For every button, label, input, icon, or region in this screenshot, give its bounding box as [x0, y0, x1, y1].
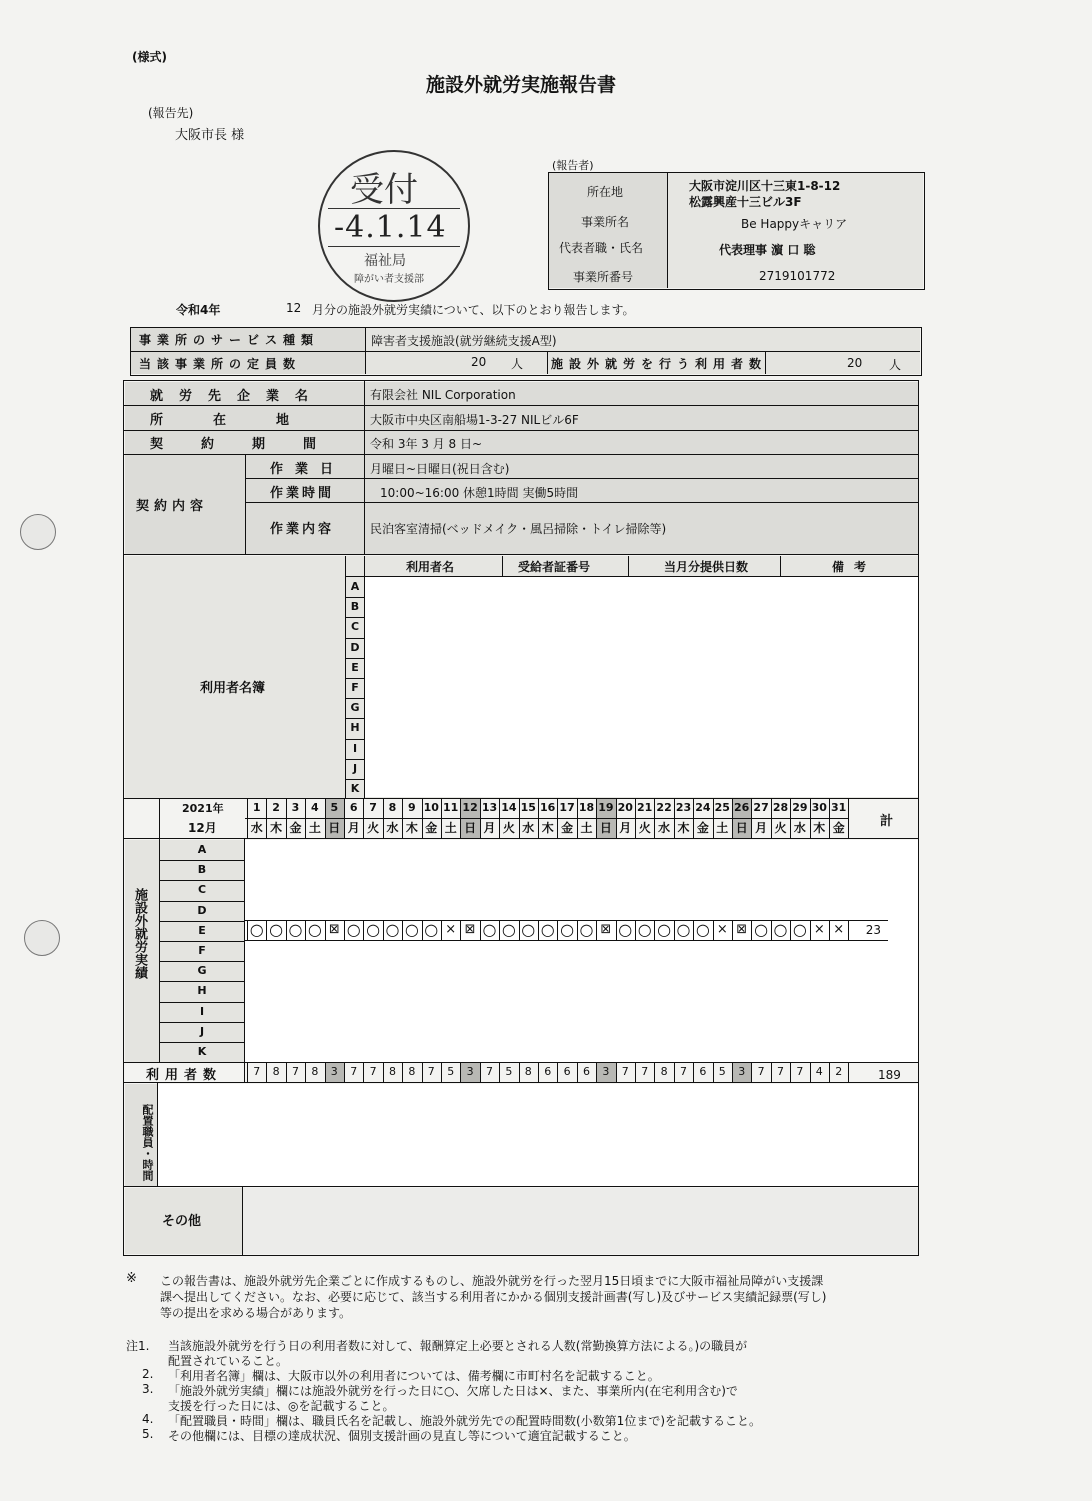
- reporter-office-number: 2719101772: [759, 269, 836, 283]
- users-count-cell: 3: [602, 1065, 610, 1078]
- staff-label: 配置職員・時間: [141, 1104, 154, 1181]
- roster-letter: C: [350, 620, 360, 634]
- calendar-weekday: 金: [425, 821, 438, 835]
- performance-letter: B: [197, 863, 207, 877]
- performance-letter: C: [197, 883, 207, 897]
- note-star: ※: [126, 1271, 137, 1286]
- performance-letter-divider: [159, 1002, 244, 1003]
- calendar-day: 2: [272, 801, 280, 814]
- performance-letter: E: [198, 923, 206, 937]
- performance-letter-divider: [159, 901, 244, 902]
- calendar-weekday: 土: [716, 821, 729, 835]
- note-text-cont: 支援を行った日には、◎を記載すること。: [168, 1399, 395, 1413]
- calendar-day: 16: [540, 801, 556, 814]
- note-number: 3.: [142, 1382, 154, 1396]
- note-text: その他欄には、目標の達成状況、個別支援計画の見直し等について適宜記載すること。: [168, 1429, 636, 1443]
- roster-letter-divider: [345, 678, 364, 679]
- calendar-day: 13: [481, 801, 498, 814]
- performance-letter: I: [199, 1004, 205, 1018]
- outside-users-value: 20: [847, 356, 863, 370]
- attendance-mark: ○: [637, 920, 652, 939]
- calendar-weekday: 水: [386, 821, 399, 835]
- calendar-weekday: 月: [483, 821, 496, 835]
- reporter-key-number: 事業所番号: [573, 270, 634, 284]
- reporter-office-name: Be Happyキャリア: [741, 217, 848, 231]
- performance-letter: F: [198, 944, 206, 957]
- attendance-divider: [654, 920, 655, 940]
- calendar-weekday: 日: [328, 821, 341, 835]
- users-count-cell: 8: [311, 1065, 319, 1078]
- attendance-mark: ○: [618, 920, 633, 939]
- calendar-day: 31: [831, 801, 847, 814]
- roster-letter: I: [352, 741, 358, 755]
- calendar-weekday: 金: [289, 821, 302, 835]
- capacity-value: 20: [471, 355, 487, 369]
- company-address-value: 大阪市中央区南船場1-3-27 NILビル6F: [370, 413, 579, 427]
- attendance-mark: ○: [269, 920, 284, 939]
- other-label: その他: [162, 1214, 202, 1229]
- users-count-cell: 7: [350, 1065, 358, 1078]
- calendar-day: 9: [408, 801, 416, 814]
- attendance-mark: ○: [385, 920, 400, 939]
- attendance-mark: ○: [540, 920, 555, 939]
- calendar-weekday: 日: [464, 821, 477, 835]
- service-type-label: 事業所のサービス種類: [139, 333, 320, 347]
- count-start: [244, 1062, 245, 1082]
- calendar-day: 7: [369, 801, 377, 814]
- users-count-cell: 7: [253, 1065, 261, 1078]
- calendar-day: 23: [675, 801, 692, 814]
- users-count-cell: 6: [563, 1065, 571, 1078]
- roster-header-name: 利用者名: [406, 560, 455, 574]
- company-name-value: 有限会社 NIL Corporation: [370, 388, 516, 402]
- calendar-day: 15: [520, 801, 536, 814]
- calendar-weekday: 火: [502, 821, 515, 835]
- calendar-weekday: 水: [522, 821, 535, 835]
- attendance-mark: ⊠: [600, 922, 612, 937]
- service-table: [130, 327, 922, 376]
- users-count-cell: 8: [660, 1065, 668, 1078]
- calendar-weekday: 木: [677, 821, 690, 835]
- roster-letter-divider: [345, 597, 364, 598]
- attendance-mark: ○: [676, 920, 691, 939]
- users-count-cell: 6: [582, 1065, 590, 1078]
- roster-letter-divider: [345, 658, 364, 659]
- reporter-address-2: 松露興産十三ビル3F: [689, 195, 802, 209]
- users-count-cell: 7: [679, 1065, 687, 1078]
- performance-letter-divider: [159, 860, 244, 861]
- calendar-weekday: 土: [580, 821, 593, 835]
- attendance-divider: [810, 920, 811, 940]
- attendance-divider: [286, 920, 287, 940]
- attendance-mark: ○: [754, 920, 769, 939]
- calendar-weekday: 火: [774, 821, 787, 835]
- users-count-cell: 7: [757, 1065, 765, 1078]
- reporter-address-1: 大阪市淀川区十三東1-8-12: [689, 179, 841, 193]
- calendar-weekday: 日: [599, 821, 612, 835]
- calendar-weekday: 木: [405, 821, 418, 835]
- calendar-month: 12月: [188, 821, 217, 835]
- calendar-day: 11: [443, 801, 459, 814]
- calendar-weekday: 火: [367, 821, 380, 835]
- attendance-mark: ○: [695, 920, 710, 939]
- work-content-value: 民泊客室清掃(ベッドメイク・風呂掃除・トイレ掃除等): [370, 522, 667, 536]
- users-count-cell: 3: [330, 1065, 338, 1078]
- row-e-end: [848, 920, 849, 940]
- reporter-table: [548, 172, 925, 290]
- calendar-day: 19: [598, 801, 614, 814]
- note-number: 5.: [142, 1427, 154, 1441]
- attendance-divider: [325, 920, 326, 940]
- contract-content-label: 契約内容: [136, 499, 209, 514]
- roster-header-cert: 受給者証番号: [518, 560, 591, 574]
- calendar-day: 4: [311, 801, 319, 814]
- recipient-name: 大阪市長 様: [175, 128, 245, 143]
- attendance-divider: [577, 920, 578, 940]
- attendance-mark: ×: [833, 922, 845, 937]
- calendar-day: 24: [695, 801, 711, 814]
- attendance-mark: ×: [716, 922, 728, 937]
- service-type-value: 障害者支援施設(就労継続支援A型): [371, 334, 557, 348]
- attendance-divider: [751, 920, 752, 940]
- attendance-divider: [790, 920, 791, 940]
- calendar-day: 21: [637, 801, 653, 814]
- calendar-year: 2021年: [182, 802, 224, 815]
- calendar-day: 26: [734, 801, 750, 814]
- work-hours-value: 10:00~16:00 休憩1時間 実働5時間: [380, 486, 579, 500]
- roster-letter-divider: [345, 718, 364, 719]
- attendance-mark: ○: [657, 920, 672, 939]
- attendance-divider: [480, 920, 481, 940]
- period-era: 令和4年: [176, 303, 221, 317]
- users-count-cell: 4: [815, 1065, 823, 1078]
- note-text-cont: 配置されていること。: [168, 1354, 289, 1368]
- roster-letter: B: [350, 600, 360, 614]
- attendance-divider: [596, 920, 597, 940]
- attendance-mark: ○: [560, 920, 575, 939]
- calendar-weekday: 木: [813, 821, 826, 835]
- contract-term-value: 令和 3年 3 月 8 日~: [370, 437, 483, 451]
- contract-term-label: 契約期間: [150, 437, 355, 452]
- row-e-bottom: [244, 940, 888, 941]
- note-text: 「施設外就労実績」欄には施設外就労を行った日に○、欠席した日は×、また、事業所内(在宅利用含む)で: [168, 1384, 738, 1398]
- users-count-cell: 3: [466, 1065, 474, 1078]
- attendance-divider: [344, 920, 345, 940]
- users-count-cell: 7: [621, 1065, 629, 1078]
- attendance-divider: [266, 920, 267, 940]
- roster-letter: J: [352, 761, 358, 775]
- users-count-cell: 5: [718, 1065, 726, 1078]
- performance-letter: A: [197, 843, 207, 856]
- outside-users-label: 施設外就労を行う利用者数: [551, 357, 768, 371]
- work-days-value: 月曜日~日曜日(祝日含む): [370, 462, 510, 476]
- calendar-divider: [848, 798, 849, 838]
- note-number: 4.: [142, 1412, 154, 1426]
- calendar-day: 29: [792, 801, 808, 814]
- attendance-mark: ⊠: [328, 922, 340, 937]
- performance-letter: J: [199, 1024, 205, 1038]
- attendance-divider: [519, 920, 520, 940]
- roster-letter: D: [350, 640, 360, 654]
- users-count-cell: 6: [699, 1065, 707, 1078]
- attendance-mark: ○: [579, 920, 594, 939]
- note-text: 当該施設外就労を行う日の利用者数に対して、報酬算定上必要とされる人数(常勤換算方法による。)の職員が: [168, 1339, 748, 1353]
- calendar-weekday: 水: [250, 821, 263, 835]
- attendance-divider: [732, 920, 733, 940]
- attendance-mark: ○: [482, 920, 497, 939]
- calendar-day: 3: [291, 801, 300, 814]
- calendar-weekday: 土: [444, 821, 457, 835]
- outside-users-unit: 人: [889, 358, 902, 372]
- attendance-mark: ×: [445, 922, 457, 937]
- roster-header-days: 当月分提供日数: [664, 560, 749, 574]
- users-count-total: 189: [878, 1068, 901, 1082]
- calendar-weekday: 金: [696, 821, 709, 835]
- attendance-mark: ○: [346, 920, 361, 939]
- users-count-cell: 2: [835, 1065, 843, 1078]
- note-star-line-1: この報告書は、施設外就労先企業ごとに作成するものし、施設外就労を行った翌月15日頃までに大阪市福祉局障がい支援課: [160, 1274, 824, 1288]
- attendance-divider: [441, 920, 442, 940]
- users-count-cell: 8: [408, 1065, 416, 1078]
- users-count-cell: 8: [272, 1065, 280, 1078]
- roster-letter-divider: [345, 739, 364, 740]
- roster-letter: A: [350, 580, 360, 593]
- reporter-representative: 代表理事 濵 口 聡: [719, 243, 816, 257]
- performance-letter-divider: [159, 921, 244, 922]
- roster-letter: H: [350, 721, 360, 735]
- calendar-weekday: 月: [619, 821, 632, 835]
- calendar-weekday: 日: [735, 821, 748, 835]
- reporter-key-office: 事業所名: [581, 215, 630, 229]
- users-count-cell: 7: [641, 1065, 649, 1078]
- attendance-mark: ○: [501, 920, 516, 939]
- attendance-divider: [460, 920, 461, 940]
- calendar-weekday: 月: [755, 821, 768, 835]
- calendar-day: 27: [753, 801, 769, 814]
- performance-letter: D: [197, 903, 207, 917]
- attendance-divider: [693, 920, 694, 940]
- attendance-divider: [499, 920, 500, 940]
- calendar-day: 25: [714, 801, 730, 814]
- users-count-cell: 8: [524, 1065, 532, 1078]
- users-count-cell: 5: [447, 1065, 455, 1078]
- attendance-mark: ○: [288, 920, 303, 939]
- capacity-unit: 人: [511, 357, 524, 371]
- calendar-weekday: 金: [561, 821, 574, 835]
- calendar-total-label: 計: [880, 814, 894, 829]
- attendance-mark: ○: [773, 920, 788, 939]
- calendar-day: 10: [423, 801, 439, 814]
- users-count-cell: 7: [776, 1065, 784, 1078]
- attendance-divider: [383, 920, 384, 940]
- attendance-divider: [247, 920, 248, 940]
- recipient-label: (報告先): [148, 106, 194, 120]
- users-count-cell: 7: [427, 1065, 435, 1078]
- calendar-weekday: 水: [658, 821, 671, 835]
- note-star-line-3: 等の提出を求める場合があります。: [160, 1306, 352, 1320]
- users-count-cell: 7: [291, 1065, 299, 1078]
- roster-letter: F: [351, 681, 359, 694]
- note-number: 2.: [142, 1367, 154, 1381]
- performance-letter: H: [197, 984, 207, 998]
- attendance-divider: [635, 920, 636, 940]
- performance-letter-divider: [159, 1042, 244, 1043]
- roster-letter-divider: [345, 617, 364, 618]
- attendance-mark: ○: [307, 920, 322, 939]
- calendar-day: 14: [501, 801, 517, 814]
- performance-letter-divider: [159, 981, 244, 982]
- calendar-day: 18: [578, 801, 595, 814]
- calendar-weekday: 金: [832, 821, 845, 835]
- attendance-divider: [674, 920, 675, 940]
- company-name-label: 就労先企業名: [150, 389, 325, 404]
- attendance-mark: ○: [366, 920, 381, 939]
- performance-letter-divider: [159, 941, 244, 942]
- attendance-divider: [363, 920, 364, 940]
- note-text: 「配置職員・時間」欄は、職員氏名を記載し、施設外就労先での配置時間数(小数第1位まで)を記載すること。: [168, 1414, 762, 1428]
- roster-letter-divider: [345, 698, 364, 699]
- users-count-cell: 7: [796, 1065, 804, 1078]
- punch-hole-top: [20, 514, 56, 550]
- calendar-weekday: 火: [638, 821, 651, 835]
- users-count-label: 利用者数: [146, 1068, 223, 1083]
- reporter-key-address: 所在地: [587, 185, 624, 199]
- calendar-day: 30: [811, 801, 827, 814]
- form-label: (様式): [132, 50, 167, 64]
- work-hours-label: 作業時間: [270, 486, 335, 501]
- capacity-label: 当該事業所の定員数: [139, 357, 302, 371]
- period-text: 月分の施設外就労実績について、以下のとおり報告します。: [312, 303, 635, 317]
- attendance-divider: [616, 920, 617, 940]
- attendance-mark: ○: [404, 920, 419, 939]
- attendance-divider: [402, 920, 403, 940]
- roster-letter: G: [350, 701, 360, 715]
- work-days-label: 作業日: [270, 462, 346, 477]
- roster-letter-divider: [345, 759, 364, 760]
- period-month: 12: [286, 301, 302, 315]
- roster-letter: E: [351, 660, 359, 674]
- calendar-day: 5: [330, 801, 339, 814]
- attendance-divider: [829, 920, 830, 940]
- attendance-mark: ○: [521, 920, 536, 939]
- row-e-top: [244, 920, 888, 921]
- attendance-mark: ×: [813, 922, 825, 937]
- calendar-day: 8: [388, 801, 397, 814]
- calendar-day: 12: [462, 801, 478, 814]
- company-address-label: 所在地: [150, 413, 340, 428]
- attendance-divider: [557, 920, 558, 940]
- reception-stamp: 受付 -4.1.14 福祉局 障がい者支援部: [318, 150, 470, 302]
- note-number: 注1.: [126, 1339, 150, 1353]
- count-divider: [848, 1062, 849, 1082]
- calendar-weekday: 水: [793, 821, 806, 835]
- users-count-cell: 6: [544, 1065, 552, 1078]
- calendar-day: 1: [252, 801, 261, 814]
- roster-redacted: [364, 577, 918, 797]
- performance-letter: G: [197, 964, 207, 978]
- performance-letter: K: [197, 1045, 207, 1058]
- reporter-key-rep: 代表者職・氏名: [559, 241, 644, 255]
- note-text: 「利用者名簿」欄は、大阪市以外の利用者については、備考欄に市町村名を記載すること。: [168, 1369, 660, 1383]
- attendance-divider: [422, 920, 423, 940]
- note-star-line-2: 課へ提出してください。なお、必要に応じて、該当する利用者にかかる個別支援計画書(写し)及びサービス実績記録票(写し): [160, 1290, 827, 1304]
- calendar-day: 6: [349, 801, 358, 814]
- attendance-divider: [538, 920, 539, 940]
- attendance-mark: ○: [792, 920, 807, 939]
- calendar-weekday: 木: [270, 821, 283, 835]
- attendance-mark: ⊠: [464, 922, 476, 937]
- performance-letter-divider: [159, 880, 244, 881]
- attendance-mark: ○: [249, 920, 264, 939]
- attendance-mark: ○: [424, 920, 439, 939]
- row-e-total: 23: [865, 923, 882, 937]
- users-count-cell: 7: [485, 1065, 493, 1078]
- roster-header-remarks: 備考: [832, 560, 877, 574]
- roster-label: 利用者名簿: [200, 681, 266, 696]
- attendance-mark: ⊠: [736, 922, 748, 937]
- calendar-day: 28: [772, 801, 789, 814]
- performance-letter-divider: [159, 961, 244, 962]
- attendance-divider: [713, 920, 714, 940]
- users-count-cell: 7: [369, 1065, 377, 1078]
- calendar-day: 17: [559, 801, 575, 814]
- reporter-label: (報告者): [552, 159, 594, 172]
- performance-letter-divider: [159, 1022, 244, 1023]
- calendar-day: 22: [656, 801, 672, 814]
- attendance-divider: [305, 920, 306, 940]
- punch-hole-bottom: [24, 920, 60, 956]
- calendar-weekday: 月: [347, 821, 360, 835]
- attendance-divider: [771, 920, 772, 940]
- users-count-cell: 3: [738, 1065, 746, 1078]
- users-count-cell: 8: [388, 1065, 396, 1078]
- users-count-cell: 5: [505, 1065, 513, 1078]
- calendar-weekday: 土: [308, 821, 321, 835]
- roster-letter-divider: [345, 638, 364, 639]
- page-title: 施設外就労実施報告書: [426, 74, 617, 96]
- calendar-day: 20: [617, 801, 633, 814]
- calendar-weekday: 木: [541, 821, 554, 835]
- performance-section-label: 施設外就労実績: [132, 888, 147, 979]
- roster-letter: K: [350, 782, 360, 795]
- calendar-mid-line: [245, 818, 848, 819]
- work-content-label: 作業内容: [270, 522, 335, 537]
- roster-letter-divider: [345, 779, 364, 780]
